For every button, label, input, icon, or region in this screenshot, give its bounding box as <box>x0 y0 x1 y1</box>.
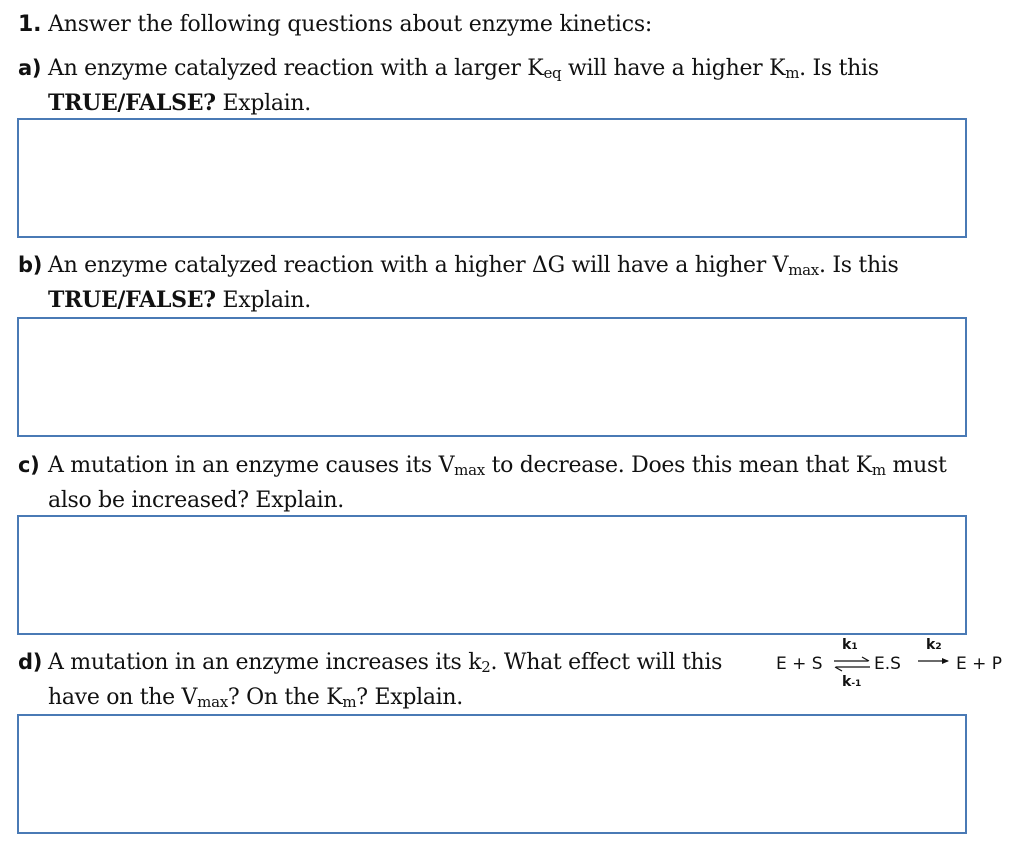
answer-box-c[interactable] <box>17 515 967 635</box>
answer-box-d[interactable] <box>17 714 967 834</box>
question-c-line1 <box>18 449 978 484</box>
question-c <box>18 449 978 517</box>
subscript-eq: eq <box>543 64 562 82</box>
question-c-label: c) <box>18 453 40 477</box>
question-c-text-line2: also be increased? Explain. <box>48 488 344 513</box>
forward-arrow-icon <box>916 655 952 667</box>
question-a-text: An enzyme catalyzed reaction with a larger K <box>48 56 544 81</box>
k-minus1-symbol: k <box>842 674 852 690</box>
question-a-text-end: . Is this <box>799 56 879 81</box>
question-b-text: An enzyme catalyzed reaction with a higher ΔG will have a higher V <box>48 253 789 278</box>
equilibrium-arrows-icon <box>832 655 872 675</box>
question-d-text-line2-end: ? Explain. <box>356 685 463 710</box>
question-b <box>18 249 978 317</box>
subscript-max: max <box>454 461 485 479</box>
true-false-label: TRUE/FALSE? <box>48 287 216 313</box>
question-a-label: a) <box>18 56 42 80</box>
question-d-text-line2: have on the V <box>48 685 198 710</box>
explain-label: Explain. <box>215 91 311 116</box>
question-c-line2 <box>18 484 978 517</box>
k-minus1-subscript: -1 <box>851 679 862 689</box>
subscript-max: max <box>197 693 228 711</box>
question-a-line1 <box>18 52 978 87</box>
products-label: E + P <box>956 654 1003 674</box>
question-b-text-end: . Is this <box>818 253 899 278</box>
complex-label: E.S <box>874 654 901 674</box>
subscript-m: m <box>871 461 886 479</box>
question-c-text-mid: to decrease. Does this mean that K <box>484 453 872 478</box>
subscript-m: m <box>785 64 800 82</box>
question-d-text-line2-mid: ? On the K <box>227 685 343 710</box>
k1-symbol: k <box>842 637 852 653</box>
worksheet-heading <box>18 10 652 40</box>
question-b-line1 <box>18 249 978 284</box>
question-b-line2 <box>18 284 978 317</box>
k2-subscript: 2 <box>935 642 942 652</box>
question-d-label: d) <box>18 650 43 674</box>
question-number: 1. <box>18 12 42 37</box>
rate-constant-k1 <box>842 637 858 653</box>
k2-symbol: k <box>926 637 936 653</box>
explain-label: Explain. <box>215 288 311 313</box>
question-d <box>18 646 758 716</box>
subscript-2: 2 <box>481 658 491 676</box>
question-d-line2 <box>18 681 758 716</box>
reactants-label: E + S <box>776 654 823 674</box>
rate-constant-k-minus1 <box>842 674 861 690</box>
reaction-scheme <box>776 637 1021 697</box>
question-c-text: A mutation in an enzyme causes its V <box>48 453 455 478</box>
k1-subscript: 1 <box>851 642 858 652</box>
true-false-label: TRUE/FALSE? <box>48 90 216 116</box>
question-b-label: b) <box>18 253 43 277</box>
question-a-line2 <box>18 87 978 120</box>
answer-box-a[interactable] <box>17 118 967 238</box>
question-d-text: A mutation in an enzyme increases its k <box>48 650 482 675</box>
heading-text: Answer the following questions about enzyme kinetics: <box>48 12 653 37</box>
question-c-text-end: must <box>885 453 947 478</box>
subscript-m: m <box>342 693 357 711</box>
subscript-max: max <box>788 261 819 279</box>
question-a <box>18 52 978 120</box>
question-d-line1 <box>18 646 758 681</box>
rate-constant-k2 <box>926 637 942 653</box>
question-d-text-end: . What effect will this <box>490 650 723 675</box>
question-a-text-mid: will have a higher K <box>561 56 786 81</box>
answer-box-b[interactable] <box>17 317 967 437</box>
